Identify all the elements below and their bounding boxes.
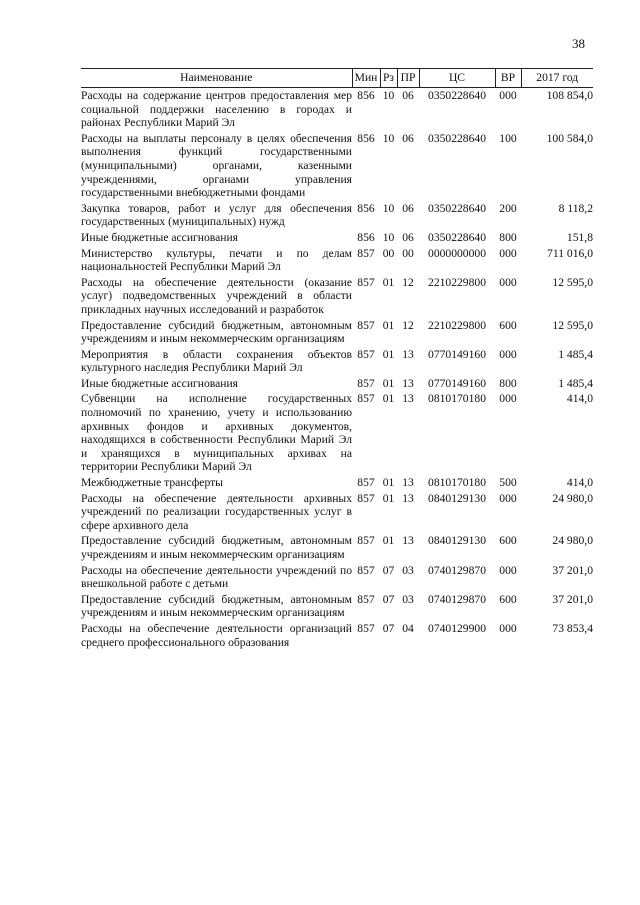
cell-amount: 12 595,0	[552, 318, 593, 332]
cell-vr: 000	[499, 347, 517, 361]
cell-min: 857	[357, 621, 375, 635]
table-row	[81, 201, 593, 230]
cell-name: Межбюджетные трансферты	[81, 476, 223, 490]
table-row	[81, 533, 593, 562]
cell-vr: 800	[499, 230, 517, 244]
cell-amount: 8 118,2	[558, 201, 593, 215]
cell-min: 856	[357, 230, 375, 244]
cell-min: 857	[357, 592, 375, 606]
cell-rz: 01	[382, 392, 395, 406]
cell-amount: 37 201,0	[552, 592, 593, 606]
header-min: Мин	[352, 69, 380, 88]
cell-amount: 100 584,0	[546, 131, 593, 145]
cell-cs: 0350228640	[428, 201, 486, 215]
cell-pr: 13	[402, 392, 414, 406]
cell-name: Расходы на обеспечение деятельности учреждений по внешкольной работе с детьми	[81, 563, 352, 591]
cell-cs: 2210229800	[428, 318, 486, 332]
cell-vr: 600	[499, 318, 517, 332]
cell-min: 856	[357, 131, 375, 145]
cell-name: Расходы на обеспечение деятельности архивных учреждений по реализации государственных услуг в сфере архивного дела	[81, 491, 352, 532]
cell-min: 857	[357, 563, 375, 577]
budget-table	[81, 68, 593, 650]
table-row	[81, 318, 593, 347]
cell-rz: 10	[382, 131, 395, 145]
table-row	[81, 592, 593, 621]
cell-min: 857	[357, 318, 375, 332]
cell-vr: 600	[499, 592, 517, 606]
cell-rz: 07	[382, 592, 395, 606]
table-row	[81, 621, 593, 650]
cell-pr: 13	[402, 534, 414, 548]
cell-amount: 1 485,4	[558, 376, 593, 390]
cell-rz: 07	[382, 563, 395, 577]
cell-pr: 03	[402, 592, 414, 606]
cell-pr: 06	[402, 89, 414, 102]
cell-pr: 06	[402, 131, 414, 145]
header-name: Наименование	[81, 69, 352, 88]
cell-min: 857	[357, 534, 375, 548]
cell-amount: 73 853,4	[552, 621, 593, 635]
cell-vr: 100	[499, 131, 517, 145]
cell-cs: 0770149160	[428, 376, 486, 390]
cell-rz: 01	[382, 534, 395, 548]
cell-name: Предоставление субсидий бюджетным, автономным учреждениям и иным некоммерческим организациям	[81, 318, 352, 346]
cell-pr: 13	[402, 491, 414, 505]
cell-name: Расходы на обеспечение деятельности организаций среднего профессионального образования	[81, 621, 352, 649]
cell-rz: 10	[382, 230, 395, 244]
cell-min: 857	[357, 275, 375, 289]
cell-vr: 000	[499, 89, 517, 102]
header-cs: ЦС	[419, 69, 495, 88]
cell-amount: 151,8	[566, 230, 593, 244]
table-row	[81, 347, 593, 376]
cell-pr: 13	[402, 376, 414, 390]
cell-vr: 000	[499, 275, 517, 289]
cell-amount: 12 595,0	[552, 275, 593, 289]
table-row	[81, 131, 593, 201]
cell-cs: 0770149160	[428, 347, 486, 361]
cell-min: 857	[357, 376, 375, 390]
cell-rz: 01	[382, 275, 395, 289]
cell-amount: 1 485,4	[558, 347, 593, 361]
table-row	[81, 246, 593, 275]
cell-name: Закупка товаров, работ и услуг для обеспечения государственных (муниципальных) нужд	[81, 201, 352, 229]
cell-rz: 10	[382, 89, 395, 102]
cell-amount: 24 980,0	[552, 534, 593, 548]
cell-amount: 37 201,0	[552, 563, 593, 577]
cell-amount: 108 854,0	[546, 89, 593, 102]
cell-rz: 00	[382, 246, 395, 260]
cell-amount: 414,0	[566, 392, 593, 406]
cell-cs: 0740129900	[428, 621, 486, 635]
cell-pr: 06	[402, 201, 414, 215]
cell-vr: 200	[499, 201, 517, 215]
table-row	[81, 475, 593, 491]
cell-amount: 24 980,0	[552, 491, 593, 505]
cell-name: Мероприятия в области сохранения объектов культурного наследия Республики Марий Эл	[81, 347, 352, 375]
header-rz: Рз	[380, 69, 397, 88]
cell-rz: 10	[382, 201, 395, 215]
cell-pr: 00	[402, 246, 414, 260]
cell-cs: 0840129130	[428, 534, 486, 548]
cell-rz: 01	[382, 318, 395, 332]
cell-rz: 01	[382, 376, 395, 390]
cell-cs: 0000000000	[428, 246, 486, 260]
cell-amount: 711 016,0	[547, 246, 593, 260]
header-pr: ПР	[397, 69, 419, 88]
cell-name: Субвенции на исполнение государственных полномочий по хранению, учету и использованию архивных фондов и архивных документов, находящихся в собственности Республики Марий Эл и хранящихся в муниципальных архивах на территории Республики Марий Эл	[81, 392, 352, 474]
cell-cs: 0840129130	[428, 491, 486, 505]
cell-min: 857	[357, 392, 375, 406]
cell-pr: 06	[402, 230, 414, 244]
cell-rz: 01	[382, 491, 395, 505]
cell-cs: 2210229800	[428, 275, 486, 289]
cell-rz: 01	[382, 476, 395, 490]
cell-cs: 0350228640	[428, 230, 486, 244]
cell-min: 856	[357, 201, 375, 215]
table-row	[81, 275, 593, 318]
table-row	[81, 391, 593, 475]
cell-name: Расходы на выплаты персоналу в целях обеспечения выполнения функций государственными (муниципальными) органами, казенными учреждениями, органами управления государственными внебюджетными фондами	[81, 131, 352, 200]
table-body	[81, 88, 593, 651]
cell-rz: 07	[382, 621, 395, 635]
cell-vr: 600	[499, 534, 517, 548]
page-number: 38	[572, 36, 585, 51]
table-row	[81, 491, 593, 534]
cell-cs: 0350228640	[428, 131, 486, 145]
cell-min: 856	[357, 89, 375, 102]
cell-cs: 0810170180	[428, 392, 486, 406]
cell-cs: 0740129870	[428, 592, 486, 606]
cell-vr: 000	[499, 563, 517, 577]
cell-min: 857	[357, 347, 375, 361]
table-row	[81, 563, 593, 592]
cell-name: Расходы на содержание центров предоставления мер социальной поддержки населению в городах и районах Республики Марий Эл	[81, 89, 352, 130]
cell-rz: 01	[382, 347, 395, 361]
header-vr: ВР	[495, 69, 521, 88]
table-row	[81, 376, 593, 392]
cell-pr: 13	[402, 347, 414, 361]
table-header-row	[81, 69, 593, 88]
cell-pr: 03	[402, 563, 414, 577]
header-year: 2017 год	[521, 69, 593, 88]
cell-cs: 0740129870	[428, 563, 486, 577]
cell-name: Иные бюджетные ассигнования	[81, 376, 238, 390]
cell-amount: 414,0	[566, 476, 593, 490]
table-row	[81, 230, 593, 246]
cell-pr: 04	[402, 621, 414, 635]
cell-name: Предоставление субсидий бюджетным, автономным учреждениям и иным некоммерческим организациям	[81, 592, 352, 620]
cell-name: Министерство культуры, печати и по делам национальностей Республики Марий Эл	[81, 246, 352, 274]
cell-min: 857	[357, 491, 375, 505]
cell-pr: 12	[402, 318, 414, 332]
cell-cs: 0350228640	[428, 89, 486, 102]
cell-pr: 13	[402, 476, 414, 490]
cell-cs: 0810170180	[428, 476, 486, 490]
cell-pr: 12	[402, 275, 414, 289]
cell-name: Расходы на обеспечение деятельности (оказание услуг) подведомственных учреждений в области прикладных научных исследований и разработок	[81, 275, 352, 316]
cell-name: Иные бюджетные ассигнования	[81, 230, 238, 244]
cell-vr: 000	[499, 246, 517, 260]
cell-vr: 800	[499, 376, 517, 390]
cell-min: 857	[357, 476, 375, 490]
table-row	[81, 88, 593, 131]
cell-vr: 000	[499, 621, 517, 635]
cell-name: Предоставление субсидий бюджетным, автономным учреждениям и иным некоммерческим организациям	[81, 534, 352, 561]
cell-vr: 000	[499, 491, 517, 505]
cell-vr: 500	[499, 476, 517, 490]
cell-vr: 000	[499, 392, 517, 406]
cell-min: 857	[357, 246, 375, 260]
